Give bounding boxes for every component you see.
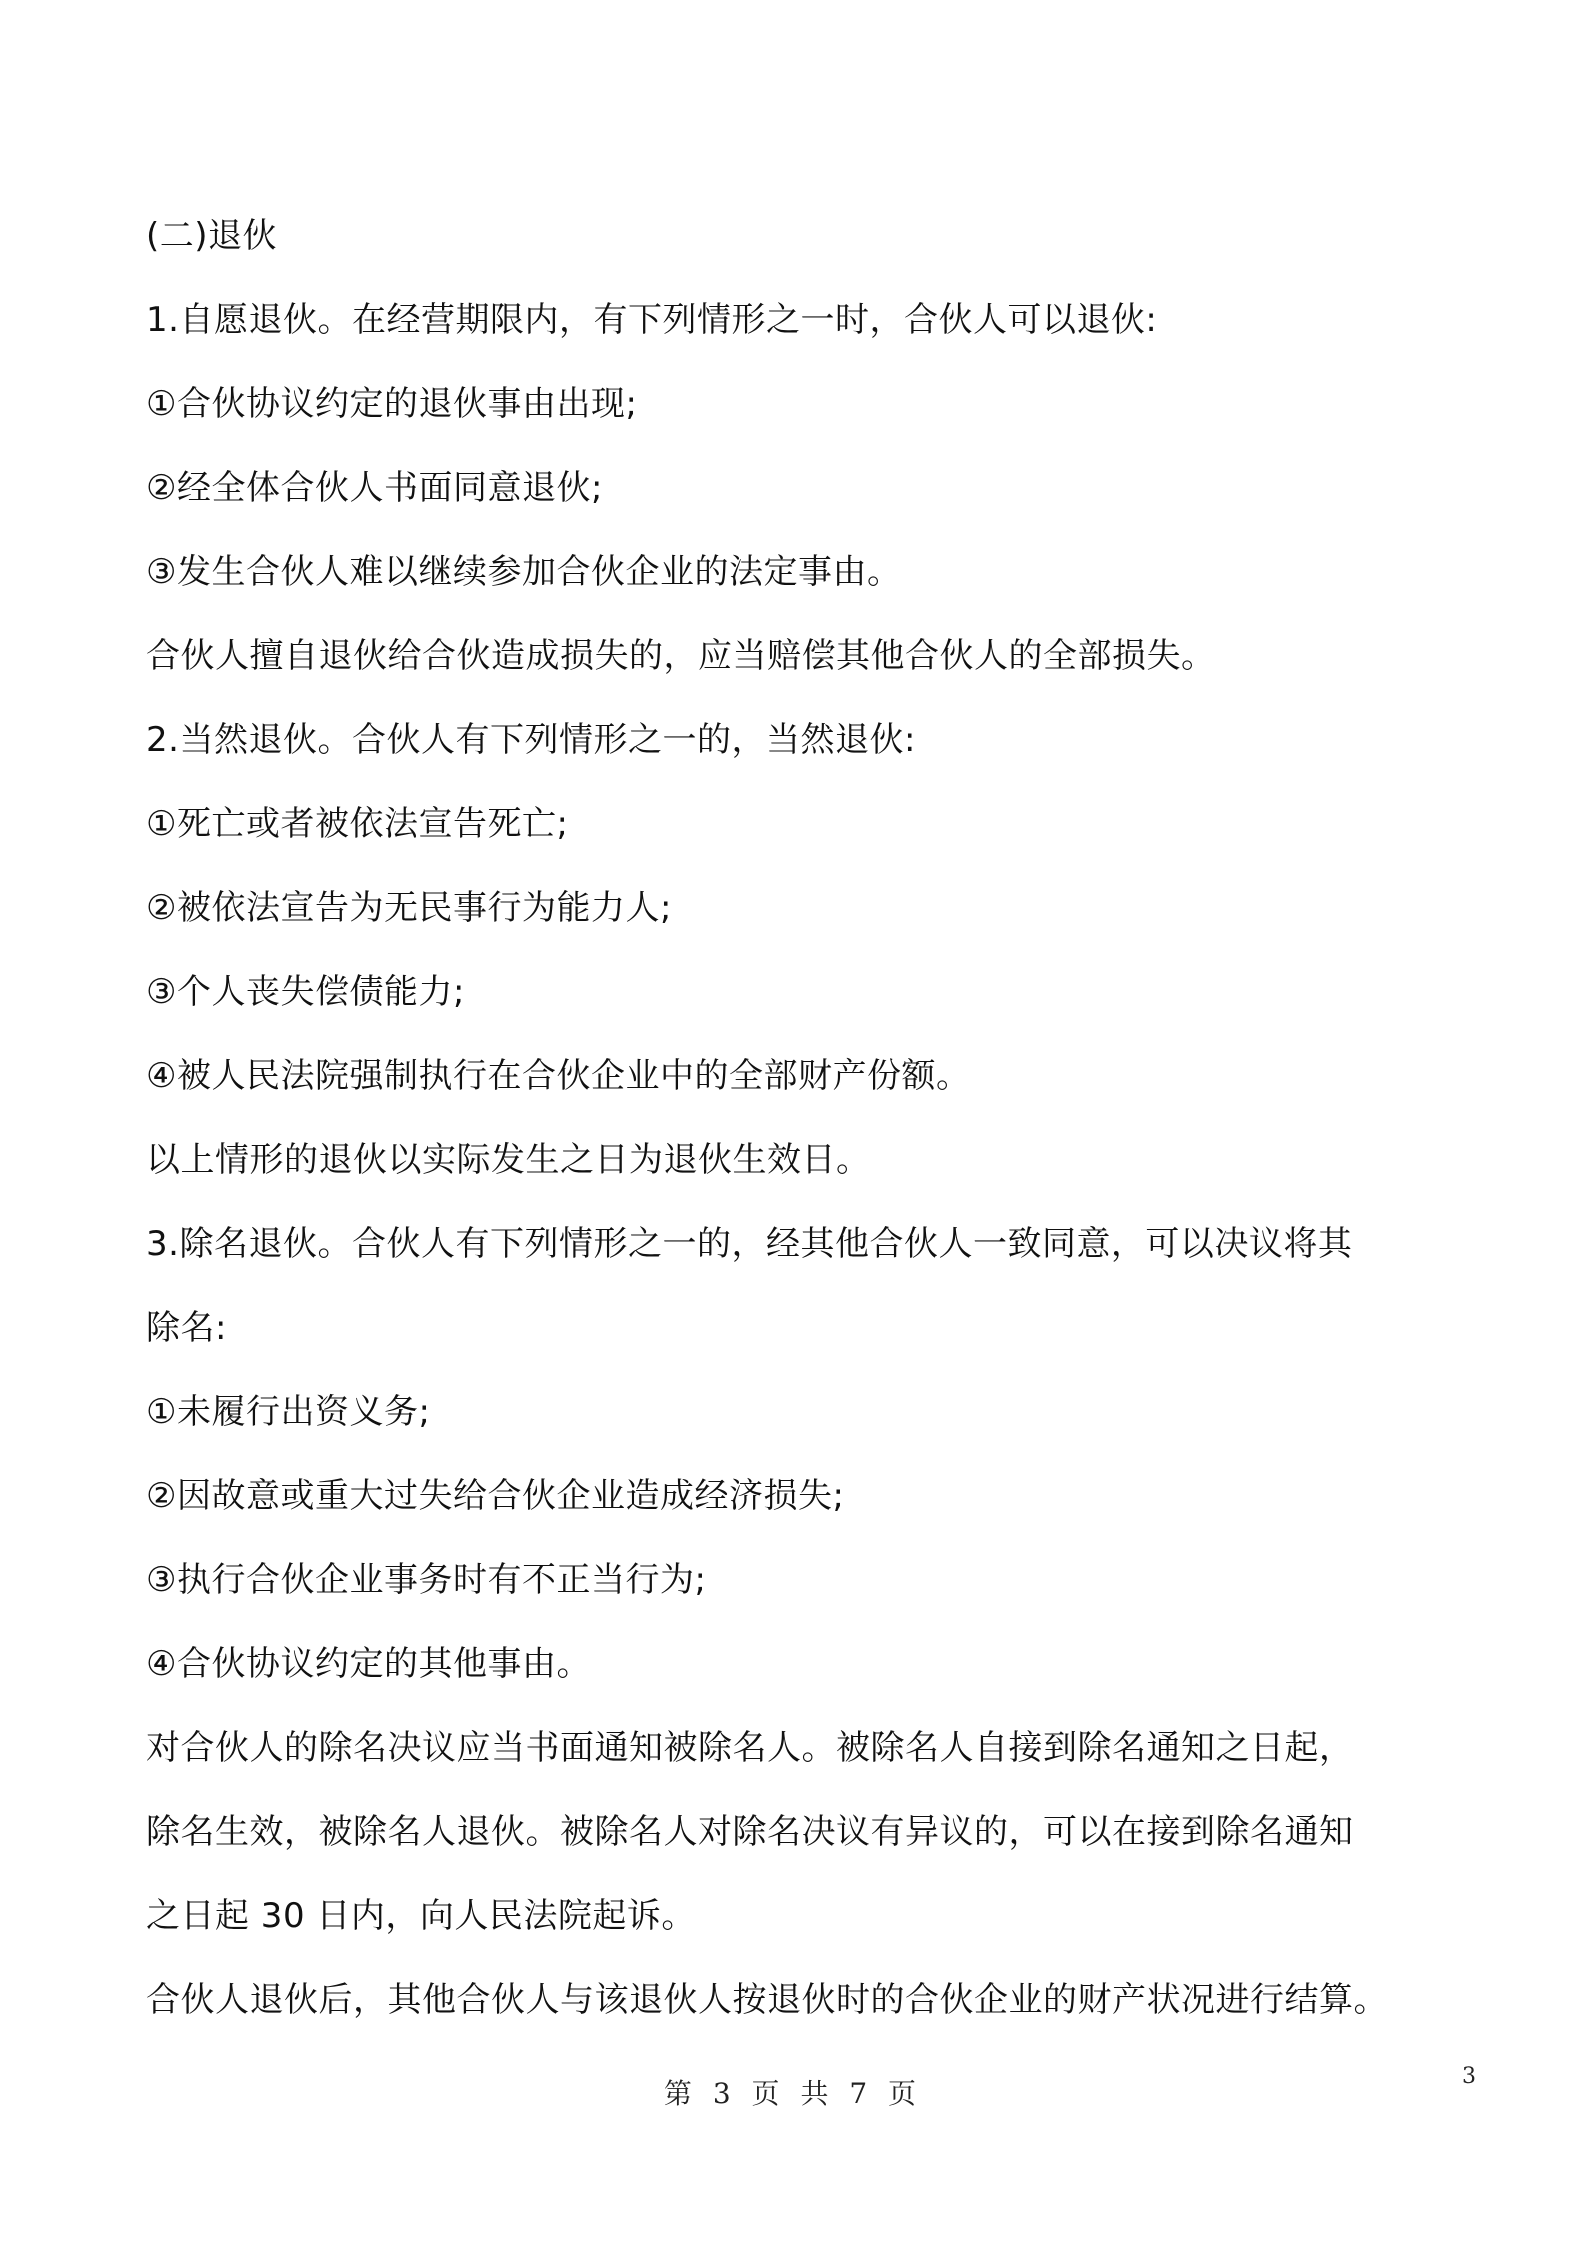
page-label: 第 3 页 共 7 页 [663, 2077, 923, 2110]
paragraph-line: 合伙人退伙后，其他合伙人与该退伙人按退伙时的合伙企业的财产状况进行结算。 [146, 1980, 1388, 2020]
paragraph-line: 以上情形的退伙以实际发生之日为退伙生效日。 [146, 1140, 871, 1180]
list-item: ④合伙协议约定的其他事由。 [146, 1644, 591, 1684]
list-item: ②经全体合伙人书面同意退伙; [146, 468, 603, 508]
paragraph-line: 1.自愿退伙。在经营期限内，有下列情形之一时，合伙人可以退伙: [146, 300, 1158, 340]
page-footer [0, 2064, 1586, 2112]
list-item: ②因故意或重大过失给合伙企业造成经济损失; [146, 1476, 845, 1516]
list-item: ①死亡或者被依法宣告死亡; [146, 804, 569, 844]
section-heading: (二)退伙 [146, 216, 278, 256]
page-number: 3 [1462, 2064, 1476, 2089]
paragraph-line: 之日起 30 日内，向人民法院起诉。 [146, 1896, 696, 1936]
list-item: ③个人丧失偿债能力; [146, 972, 465, 1012]
list-item: ③执行合伙企业事务时有不正当行为; [146, 1560, 707, 1600]
list-item: ①合伙协议约定的退伙事由出现; [146, 384, 638, 424]
paragraph-line: 合伙人擅自退伙给合伙造成损失的，应当赔偿其他合伙人的全部损失。 [146, 636, 1216, 676]
paragraph-line: 对合伙人的除名决议应当书面通知被除名人。被除名人自接到除名通知之日起， [146, 1728, 1354, 1768]
paragraph-line: 3.除名退伙。合伙人有下列情形之一的，经其他合伙人一致同意，可以决议将其 [146, 1224, 1353, 1264]
paragraph-line: 除名: [146, 1308, 227, 1348]
paragraph-line: 除名生效，被除名人退伙。被除名人对除名决议有异议的，可以在接到除名通知 [146, 1812, 1354, 1852]
list-item: ①未履行出资义务; [146, 1392, 431, 1432]
document-body [146, 194, 1466, 2042]
list-item: ②被依法宣告为无民事行为能力人; [146, 888, 672, 928]
list-item: ③发生合伙人难以继续参加合伙企业的法定事由。 [146, 552, 902, 592]
list-item: ④被人民法院强制执行在合伙企业中的全部财产份额。 [146, 1056, 971, 1096]
paragraph-line: 2.当然退伙。合伙人有下列情形之一的，当然退伙: [146, 720, 916, 760]
